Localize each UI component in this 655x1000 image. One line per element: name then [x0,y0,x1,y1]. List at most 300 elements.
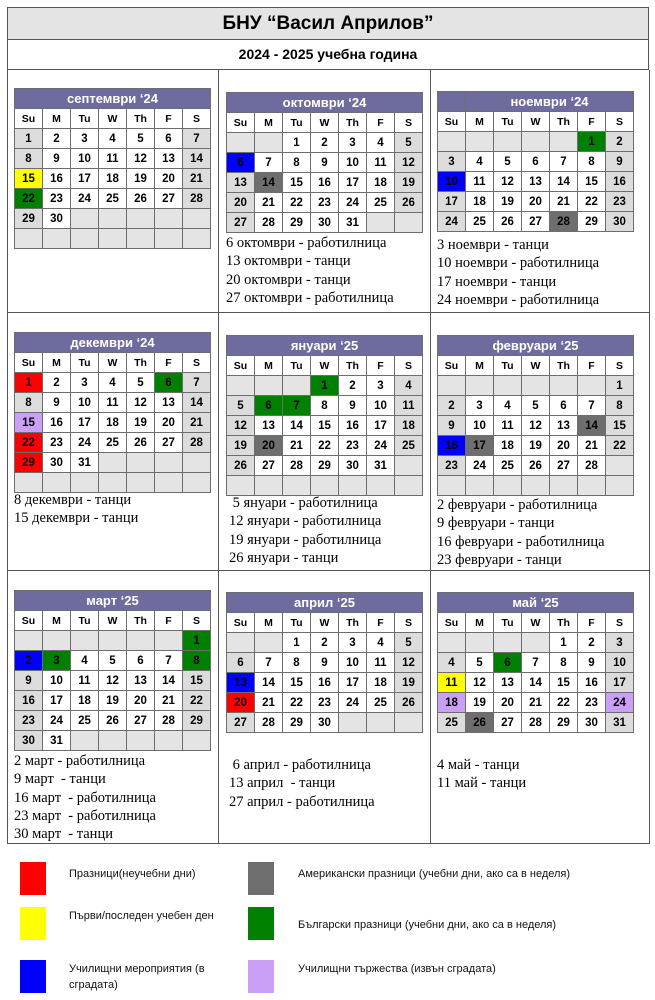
day-cell: 8 [578,152,606,172]
day-cell: 8 [15,149,43,169]
month-cell [219,571,431,844]
event-item: 6 октомври - работилница [226,235,387,251]
day-cell: 10 [438,172,466,192]
day-cell: 16 [438,436,466,456]
empty-day-cell [227,133,255,153]
day-cell: 23 [311,193,339,213]
empty-day-cell [522,633,550,653]
day-cell: 19 [395,673,423,693]
day-cell: 1 [311,376,339,396]
day-cell: 16 [43,413,71,433]
empty-day-cell [15,631,43,651]
month-calendar [226,592,423,733]
day-cell: 17 [367,416,395,436]
day-cell: 14 [183,393,211,413]
legend-swatch [20,862,46,895]
day-cell: 11 [466,172,494,192]
day-cell: 28 [522,713,550,733]
events-list [229,756,375,811]
empty-day-cell [127,631,155,651]
empty-day-cell [227,376,255,396]
week-row [438,416,634,436]
day-cell: 19 [127,169,155,189]
weekday-label: S [183,611,211,631]
day-cell: 18 [466,192,494,212]
day-cell: 12 [494,172,522,192]
empty-day-cell [283,376,311,396]
day-cell: 23 [578,693,606,713]
day-cell: 9 [578,653,606,673]
day-cell: 9 [311,153,339,173]
week-row [15,731,211,751]
day-cell: 21 [578,436,606,456]
weekday-label: M [43,109,71,129]
month-calendar [437,91,634,232]
day-cell: 20 [127,691,155,711]
day-cell: 15 [606,416,634,436]
day-cell: 9 [606,152,634,172]
day-cell: 1 [183,631,211,651]
day-cell: 8 [550,653,578,673]
day-cell: 4 [367,633,395,653]
day-cell: 10 [606,653,634,673]
day-cell: 4 [438,653,466,673]
week-row [438,633,634,653]
day-cell: 21 [183,413,211,433]
day-cell: 24 [466,456,494,476]
month-calendar [226,335,423,496]
day-cell: 15 [15,169,43,189]
week-row [15,209,211,229]
empty-day-cell [127,453,155,473]
weekday-label: W [311,613,339,633]
weekday-label: S [183,353,211,373]
weekday-label: Th [127,353,155,373]
empty-day-cell [522,132,550,152]
month-calendar [14,590,211,751]
week-row [438,152,634,172]
week-row [227,633,423,653]
empty-day-cell [395,213,423,233]
weekday-label: Th [339,113,367,133]
month-name: май ‘25 [438,593,634,613]
weekday-label: Th [550,613,578,633]
day-cell: 4 [395,376,423,396]
day-cell: 28 [550,212,578,232]
day-cell: 23 [15,711,43,731]
day-cell: 10 [43,671,71,691]
week-row [438,436,634,456]
week-row [227,376,423,396]
day-cell: 23 [606,192,634,212]
event-item: 16 февруари - работилница [437,533,605,550]
empty-day-cell [438,476,466,496]
day-cell: 5 [127,373,155,393]
day-cell: 11 [71,671,99,691]
weekday-label: S [183,109,211,129]
day-cell: 30 [311,713,339,733]
month-calendar [437,592,634,733]
legend-label: Първи/последен учебен ден [69,910,214,922]
weekday-label: M [466,613,494,633]
empty-day-cell [99,631,127,651]
day-cell: 13 [255,416,283,436]
day-cell: 29 [550,713,578,733]
event-item: 20 октомври - танци [226,271,351,288]
day-cell: 7 [155,651,183,671]
day-cell: 28 [155,711,183,731]
empty-day-cell [466,633,494,653]
day-cell: 23 [339,436,367,456]
day-cell: 16 [43,169,71,189]
empty-day-cell [550,132,578,152]
day-cell: 20 [255,436,283,456]
day-cell: 15 [283,173,311,193]
weekday-label: F [155,353,183,373]
day-cell: 23 [438,456,466,476]
month-cell [431,70,650,313]
day-cell: 10 [466,416,494,436]
empty-day-cell [550,476,578,496]
weekday-label: M [255,113,283,133]
day-cell: 26 [395,693,423,713]
week-row [227,693,423,713]
day-cell: 24 [438,212,466,232]
empty-day-cell [438,633,466,653]
day-cell: 11 [438,673,466,693]
event-item: 17 ноември - танци [437,273,557,290]
week-row [15,229,211,249]
empty-day-cell [255,633,283,653]
empty-day-cell [395,713,423,733]
week-row [227,673,423,693]
day-cell: 7 [578,396,606,416]
day-cell: 2 [43,373,71,393]
week-row [15,189,211,209]
empty-day-cell [183,209,211,229]
month-calendar [14,332,211,493]
weekday-label: F [155,109,183,129]
day-cell: 21 [550,192,578,212]
day-cell: 9 [15,671,43,691]
day-cell: 13 [155,149,183,169]
day-cell: 28 [183,433,211,453]
day-cell: 14 [255,173,283,193]
empty-day-cell [395,476,423,496]
weekday-label: F [367,613,395,633]
legend-swatch [248,960,274,993]
weekday-label: M [43,611,71,631]
week-row [15,169,211,189]
day-cell: 17 [71,413,99,433]
day-cell: 2 [43,129,71,149]
day-cell: 22 [578,192,606,212]
event-item: 6 април - работилница [229,757,371,773]
weekday-label: Tu [71,353,99,373]
day-cell: 24 [43,711,71,731]
empty-day-cell [367,476,395,496]
day-cell: 1 [15,129,43,149]
empty-day-cell [43,631,71,651]
week-row [227,213,423,233]
day-cell: 16 [311,173,339,193]
day-cell: 8 [183,651,211,671]
day-cell: 25 [367,693,395,713]
week-row [227,713,423,733]
school-year-subtitle: 2024 - 2025 учебна година [7,40,649,70]
week-row [15,651,211,671]
empty-day-cell [438,132,466,152]
day-cell: 17 [339,673,367,693]
day-cell: 28 [283,456,311,476]
day-cell: 16 [15,691,43,711]
week-row [227,476,423,496]
day-cell: 19 [494,192,522,212]
day-cell: 31 [339,213,367,233]
event-item: 23 февруари - танци [437,551,562,568]
day-cell: 18 [367,173,395,193]
day-cell: 9 [43,393,71,413]
empty-day-cell [155,473,183,493]
day-cell: 26 [127,189,155,209]
day-cell: 14 [550,172,578,192]
day-cell: 8 [311,396,339,416]
event-item: 9 март - танци [14,771,106,788]
event-item: 8 декември - танци [14,492,132,508]
day-cell: 29 [183,711,211,731]
empty-day-cell [550,376,578,396]
event-item: 2 февруари - работилница [437,497,598,513]
day-cell: 17 [71,169,99,189]
day-cell: 20 [522,192,550,212]
empty-day-cell [99,229,127,249]
weekday-label: W [522,613,550,633]
empty-day-cell [494,633,522,653]
day-cell: 26 [395,193,423,213]
empty-day-cell [466,476,494,496]
weekday-label: Su [15,109,43,129]
empty-day-cell [339,476,367,496]
empty-day-cell [99,453,127,473]
month-name: декември ‘24 [15,333,211,353]
weekday-label: F [367,113,395,133]
week-row [438,172,634,192]
day-cell: 26 [494,212,522,232]
week-row [227,456,423,476]
week-row [438,693,634,713]
empty-day-cell [466,132,494,152]
day-cell: 2 [311,133,339,153]
events-list [437,496,605,569]
week-row [227,133,423,153]
day-cell: 29 [15,209,43,229]
day-cell: 7 [183,129,211,149]
weekday-label: Tu [494,613,522,633]
day-cell: 19 [127,413,155,433]
weekday-label: Su [438,613,466,633]
empty-day-cell [367,713,395,733]
month-cell [219,70,431,313]
weekday-label: W [311,356,339,376]
month-cell [431,313,650,571]
day-cell: 3 [43,651,71,671]
day-cell: 13 [522,172,550,192]
day-cell: 23 [43,433,71,453]
day-cell: 14 [283,416,311,436]
day-cell: 28 [183,189,211,209]
empty-day-cell [606,456,634,476]
weekday-label: S [606,613,634,633]
event-item: 5 януари - работилница [229,495,378,511]
events-list [226,234,394,307]
day-cell: 1 [606,376,634,396]
day-cell: 18 [367,673,395,693]
day-cell: 22 [15,189,43,209]
day-cell: 20 [227,193,255,213]
empty-day-cell [578,376,606,396]
day-cell: 5 [522,396,550,416]
month-name: април ‘25 [227,593,423,613]
day-cell: 4 [71,651,99,671]
empty-day-cell [466,376,494,396]
event-item: 26 януари - танци [229,549,339,566]
legend-swatch [248,862,274,895]
month-name: януари ‘25 [227,336,423,356]
day-cell: 12 [522,416,550,436]
week-row [15,149,211,169]
day-cell: 19 [395,173,423,193]
day-cell: 24 [339,693,367,713]
weekday-label: Th [127,611,155,631]
day-cell: 14 [255,673,283,693]
day-cell: 14 [155,671,183,691]
day-cell: 22 [606,436,634,456]
day-cell: 26 [127,433,155,453]
day-cell: 6 [155,129,183,149]
event-item: 3 ноември - танци [437,237,549,253]
empty-day-cell [15,229,43,249]
day-cell: 3 [606,633,634,653]
events-list [14,491,138,528]
events-list [437,756,526,793]
day-cell: 19 [99,691,127,711]
day-cell: 1 [578,132,606,152]
day-cell: 5 [227,396,255,416]
empty-day-cell [155,209,183,229]
day-cell: 22 [311,436,339,456]
week-row [15,433,211,453]
day-cell: 8 [283,153,311,173]
legend-label: Празници(неучебни дни) [69,868,196,880]
day-cell: 4 [367,133,395,153]
day-cell: 3 [438,152,466,172]
day-cell: 17 [43,691,71,711]
weekday-label: S [606,356,634,376]
day-cell: 26 [466,713,494,733]
day-cell: 13 [494,673,522,693]
empty-day-cell [255,376,283,396]
day-cell: 1 [15,373,43,393]
day-cell: 7 [255,653,283,673]
day-cell: 10 [339,153,367,173]
day-cell: 22 [283,693,311,713]
day-cell: 3 [71,373,99,393]
month-cell [431,571,650,844]
day-cell: 16 [578,673,606,693]
week-row [438,132,634,152]
empty-day-cell [71,631,99,651]
day-cell: 30 [43,209,71,229]
empty-day-cell [71,473,99,493]
day-cell: 5 [127,129,155,149]
day-cell: 30 [339,456,367,476]
day-cell: 15 [183,671,211,691]
day-cell: 30 [578,713,606,733]
day-cell: 5 [395,133,423,153]
day-cell: 27 [227,713,255,733]
day-cell: 12 [395,653,423,673]
day-cell: 4 [99,129,127,149]
month-cell [8,571,219,844]
day-cell: 24 [367,436,395,456]
weekday-label: Th [127,109,155,129]
day-cell: 2 [311,633,339,653]
day-cell: 14 [522,673,550,693]
weekday-label: F [578,112,606,132]
event-item: 4 май - танци [437,757,520,773]
day-cell: 16 [311,673,339,693]
week-row [227,396,423,416]
month-calendar [437,335,634,496]
day-cell: 8 [606,396,634,416]
day-cell: 10 [71,149,99,169]
day-cell: 18 [395,416,423,436]
day-cell: 5 [494,152,522,172]
day-cell: 18 [438,693,466,713]
day-cell: 18 [99,413,127,433]
day-cell: 25 [438,713,466,733]
day-cell: 27 [155,433,183,453]
day-cell: 21 [155,691,183,711]
weekday-label: M [43,353,71,373]
weekday-label: W [99,109,127,129]
day-cell: 11 [494,416,522,436]
day-cell: 25 [99,189,127,209]
empty-day-cell [395,456,423,476]
weekday-label: W [99,611,127,631]
day-cell: 30 [606,212,634,232]
weekday-label: Tu [283,356,311,376]
page-title: БНУ “Васил Априлов” [7,7,649,40]
day-cell: 6 [127,651,155,671]
legend-label: Български празници (учебни дни, ако са в неделя) [298,919,557,931]
day-cell: 15 [15,413,43,433]
day-cell: 6 [155,373,183,393]
weekday-label: Su [227,356,255,376]
day-cell: 11 [395,396,423,416]
day-cell: 13 [227,673,255,693]
event-item: 30 март - танци [14,826,113,843]
day-cell: 9 [438,416,466,436]
empty-day-cell [578,476,606,496]
day-cell: 18 [99,169,127,189]
month-name: октомври ‘24 [227,93,423,113]
empty-day-cell [99,731,127,751]
event-item: 13 април - танци [229,775,336,792]
day-cell: 31 [606,713,634,733]
day-cell: 3 [367,376,395,396]
weekday-label: F [155,611,183,631]
